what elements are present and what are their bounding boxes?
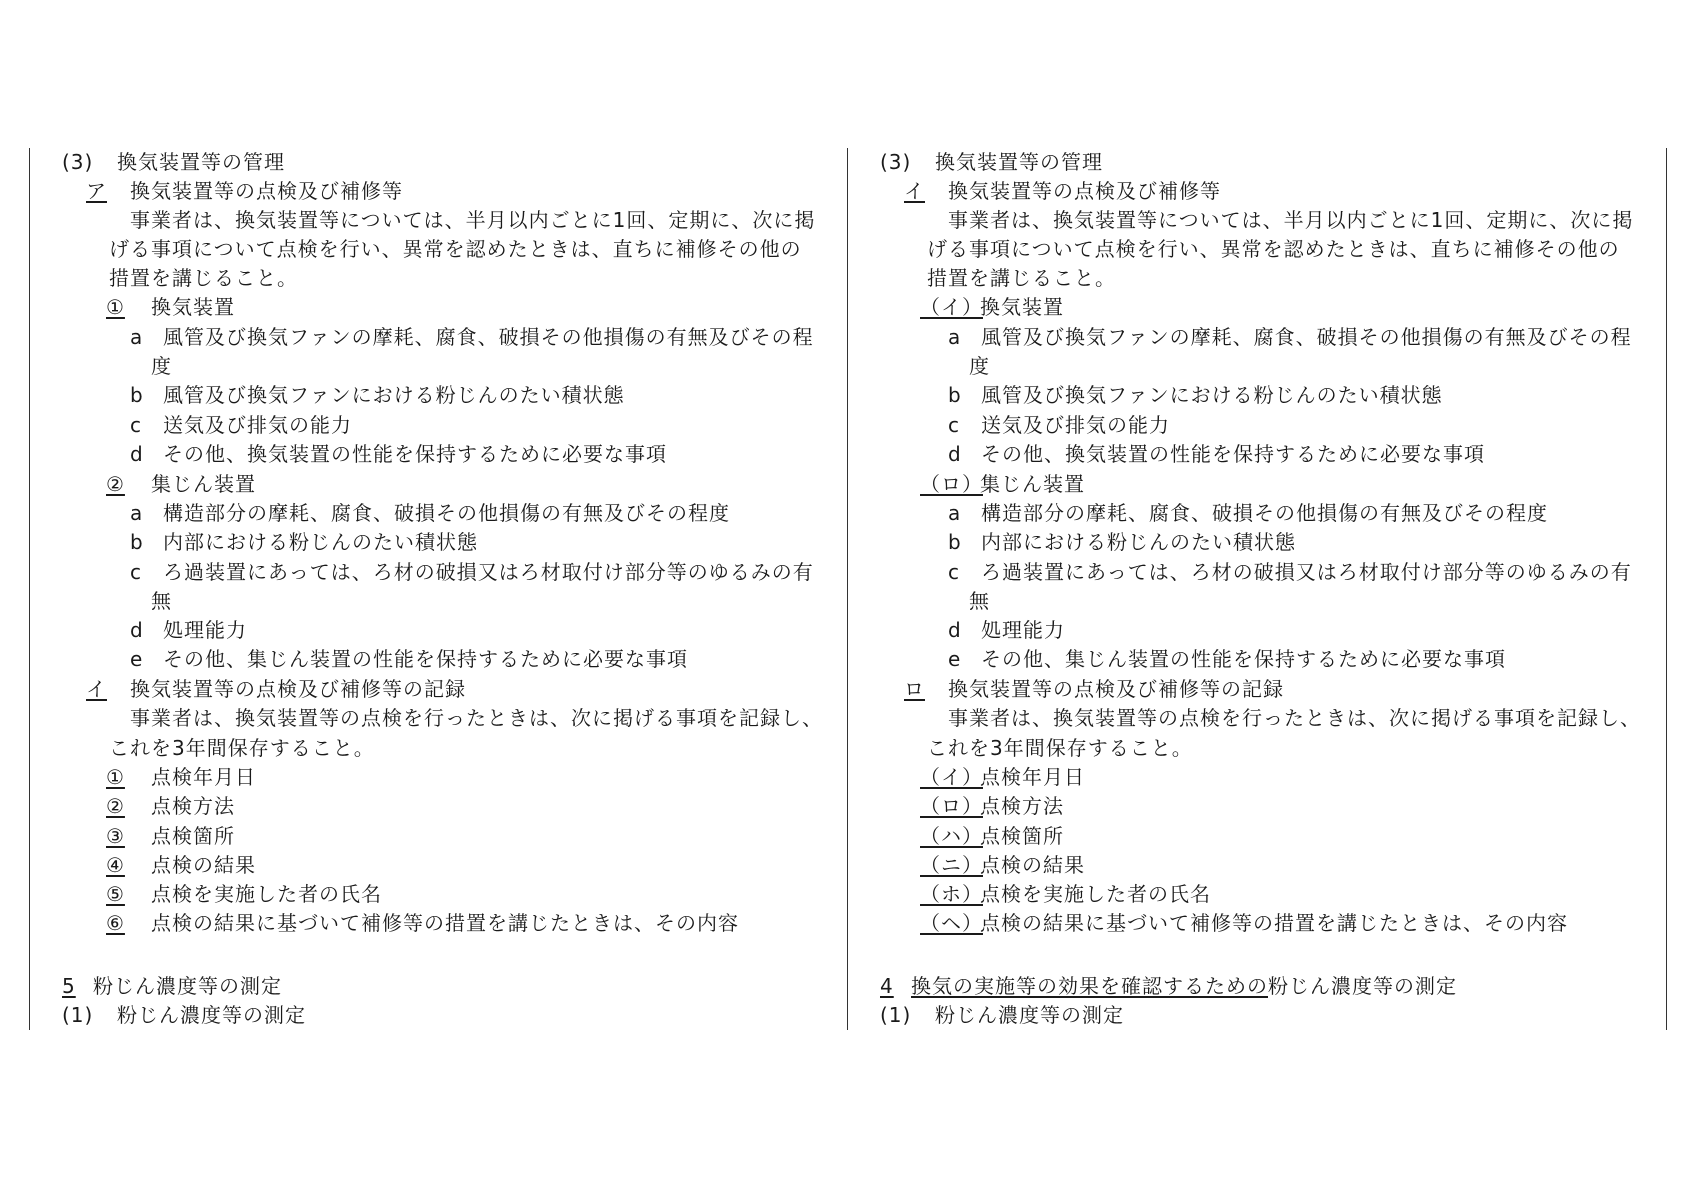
left-marker-1: ア — [86, 179, 107, 203]
left-marker-13: b — [130, 530, 144, 554]
right-marker-27: 4 — [880, 974, 894, 998]
left-text-24: 点検の結果 — [151, 853, 256, 877]
left-text-16: 処理能力 — [163, 618, 247, 642]
right-marker-13: b — [948, 530, 962, 554]
left-marker-8: b — [130, 383, 144, 407]
right-text-21: 点検年月日 — [980, 765, 1085, 789]
left-text-5: 換気装置 — [151, 295, 235, 319]
left-line-4: 措置を講じること。 — [109, 266, 298, 290]
left-text-27: 粉じん濃度等の測定 — [93, 974, 282, 998]
left-marker-28: (1) — [62, 1003, 94, 1027]
right-text-1: 換気装置等の点検及び補修等 — [948, 179, 1221, 203]
left-text-8: 風管及び換気ファンにおける粉じんのたい積状態 — [163, 383, 625, 407]
right-text-8: 風管及び換気ファンにおける粉じんのたい積状態 — [981, 383, 1443, 407]
right-line-3: げる事項について点検を行い、異常を認めたときは、直ちに補修その他の — [927, 237, 1620, 261]
left-page-border — [29, 148, 30, 1030]
left-line-19: 事業者は、換気装置等の点検を行ったときは、次に掲げる事項を記録し、 — [130, 706, 823, 730]
left-marker-10: d — [130, 442, 144, 466]
left-text-23: 点検箇所 — [151, 824, 235, 848]
left-marker-0: (3) — [62, 150, 94, 174]
right-text-12: 構造部分の摩耗、腐食、破損その他損傷の有無及びその程度 — [981, 501, 1548, 525]
right-marker-22: （ロ） — [920, 794, 983, 818]
left-text-28: 粉じん濃度等の測定 — [117, 1003, 306, 1027]
right-text-11: 集じん装置 — [980, 472, 1085, 496]
right-text-18: 換気装置等の点検及び補修等の記録 — [948, 677, 1284, 701]
right-line-7: 度 — [969, 354, 990, 378]
left-marker-25: ⑤ — [106, 882, 125, 906]
left-marker-18: イ — [86, 677, 107, 701]
right-marker-24: （ニ） — [920, 853, 983, 877]
left-text-17: その他、集じん装置の性能を保持するために必要な事項 — [163, 647, 688, 671]
left-marker-23: ③ — [106, 824, 125, 848]
right-text-28: 粉じん濃度等の測定 — [935, 1003, 1124, 1027]
left-marker-9: c — [130, 413, 142, 437]
left-text-11: 集じん装置 — [151, 472, 256, 496]
left-line-7: 度 — [151, 354, 172, 378]
right-text-23: 点検箇所 — [980, 824, 1064, 848]
left-marker-21: ① — [106, 765, 125, 789]
right-text-26: 点検の結果に基づいて補修等の措置を講じたときは、その内容 — [980, 911, 1568, 935]
right-marker-17: e — [948, 647, 962, 671]
left-line-20: これを3年間保存すること。 — [109, 736, 375, 760]
right-marker-12: a — [948, 501, 962, 525]
left-marker-24: ④ — [106, 853, 125, 877]
right-marker-10: d — [948, 442, 962, 466]
right-marker-23: （ハ） — [920, 824, 983, 848]
left-text-10: その他、換気装置の性能を保持するために必要な事項 — [163, 442, 667, 466]
right-marker-28: (1) — [880, 1003, 912, 1027]
left-text-9: 送気及び排気の能力 — [163, 413, 352, 437]
right-text-22: 点検方法 — [980, 794, 1064, 818]
right-page-border — [1666, 148, 1667, 1030]
right-text-17: その他、集じん装置の性能を保持するために必要な事項 — [981, 647, 1506, 671]
left-text-18: 換気装置等の点検及び補修等の記録 — [130, 677, 466, 701]
right-marker-5: （イ） — [920, 295, 983, 319]
right-text-25: 点検を実施した者の氏名 — [980, 882, 1211, 906]
right-line-2: 事業者は、換気装置等については、半月以内ごとに1回、定期に、次に掲 — [948, 208, 1634, 232]
left-marker-27: 5 — [62, 974, 76, 998]
right-text-14: ろ過装置にあっては、ろ材の破損又はろ材取付け部分等のゆるみの有 — [981, 560, 1632, 584]
right-line-4: 措置を講じること。 — [927, 266, 1116, 290]
left-marker-5: ① — [106, 295, 125, 319]
right-text-13: 内部における粉じんのたい積状態 — [981, 530, 1296, 554]
left-marker-26: ⑥ — [106, 911, 125, 935]
right-marker-11: （ロ） — [920, 472, 983, 496]
left-line-15: 無 — [151, 589, 172, 613]
right-marker-8: b — [948, 383, 962, 407]
right-text-6: 風管及び換気ファンの摩耗、腐食、破損その他損傷の有無及びその程 — [981, 325, 1632, 349]
left-text-12: 構造部分の摩耗、腐食、破損その他損傷の有無及びその程度 — [163, 501, 730, 525]
right-marker-6: a — [948, 325, 962, 349]
right-marker-1: イ — [904, 179, 925, 203]
right-marker-25: （ホ） — [920, 882, 983, 906]
right-text-16: 処理能力 — [981, 618, 1065, 642]
left-line-2: 事業者は、換気装置等については、半月以内ごとに1回、定期に、次に掲 — [130, 208, 816, 232]
left-marker-17: e — [130, 647, 144, 671]
right-marker-14: c — [948, 560, 960, 584]
right-text-24: 点検の結果 — [980, 853, 1085, 877]
left-text-14: ろ過装置にあっては、ろ材の破損又はろ材取付け部分等のゆるみの有 — [163, 560, 814, 584]
left-text-26: 点検の結果に基づいて補修等の措置を講じたときは、その内容 — [151, 911, 739, 935]
left-text-22: 点検方法 — [151, 794, 235, 818]
right-marker-16: d — [948, 618, 962, 642]
left-marker-14: c — [130, 560, 142, 584]
left-text-1: 換気装置等の点検及び補修等 — [130, 179, 403, 203]
right-text-5: 換気装置 — [980, 295, 1064, 319]
right-marker-21: （イ） — [920, 765, 983, 789]
left-text-13: 内部における粉じんのたい積状態 — [163, 530, 478, 554]
right-text-9: 送気及び排気の能力 — [981, 413, 1170, 437]
right-marker-18: ロ — [904, 677, 925, 701]
column-divider — [847, 148, 848, 1030]
right-marker-26: （ヘ） — [920, 911, 983, 935]
right-line-19: 事業者は、換気装置等の点検を行ったときは、次に掲げる事項を記録し、 — [948, 706, 1641, 730]
left-marker-12: a — [130, 501, 144, 525]
left-text-6: 風管及び換気ファンの摩耗、腐食、破損その他損傷の有無及びその程 — [163, 325, 814, 349]
right-line-20: これを3年間保存すること。 — [927, 736, 1193, 760]
right-marker-9: c — [948, 413, 960, 437]
right-text-underlined-27: 換気の実施等の効果を確認するための — [911, 974, 1268, 998]
left-marker-6: a — [130, 325, 144, 349]
right-line-15: 無 — [969, 589, 990, 613]
right-text-rest-27: 粉じん濃度等の測定 — [1268, 974, 1457, 998]
left-marker-16: d — [130, 618, 144, 642]
left-text-21: 点検年月日 — [151, 765, 256, 789]
left-line-3: げる事項について点検を行い、異常を認めたときは、直ちに補修その他の — [109, 237, 802, 261]
right-marker-0: (3) — [880, 150, 912, 174]
left-text-0: 換気装置等の管理 — [117, 150, 285, 174]
right-text-27 — [911, 972, 1457, 1001]
left-marker-11: ② — [106, 472, 125, 496]
right-text-0: 換気装置等の管理 — [935, 150, 1103, 174]
right-text-10: その他、換気装置の性能を保持するために必要な事項 — [981, 442, 1485, 466]
left-marker-22: ② — [106, 794, 125, 818]
left-text-25: 点検を実施した者の氏名 — [151, 882, 382, 906]
